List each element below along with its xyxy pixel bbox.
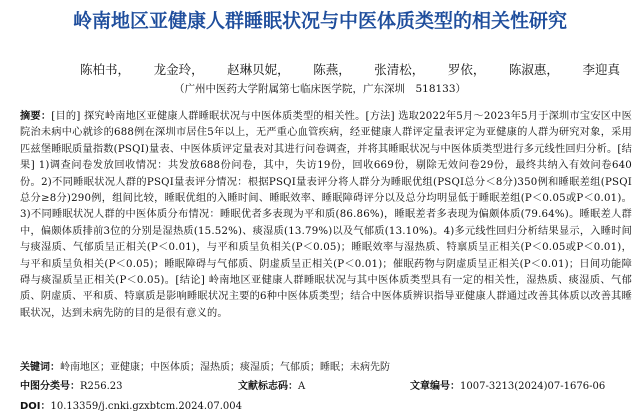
author: 李迎真 xyxy=(582,62,620,77)
doi-label: DOI： xyxy=(20,401,51,412)
article-number xyxy=(410,377,605,392)
author: 赵琳贝妮， xyxy=(227,62,290,77)
clc xyxy=(20,377,123,392)
abstract-label: 摘要： xyxy=(20,111,52,122)
author: 陈柏书， xyxy=(80,62,131,77)
author: 陈淑惠， xyxy=(508,62,559,77)
doc-code xyxy=(238,377,305,392)
author: 张清松， xyxy=(374,62,425,77)
author-list xyxy=(80,60,620,78)
affiliation: （广州中医药大学附属第七临床医学院，广东深圳 518133） xyxy=(173,83,467,95)
abstract-text: [目的] 探究岭南地区亚健康人群睡眠状况与中医体质类型的相关性。[方法] 选取2022年5月～2023年5月于深圳市宝安区中医院治未病中心就诊的688例在深圳市居住5年以上，无严重心血管疾病，经亚健康人群评定量表评定为亚健康的人群为研究对象，采用匹兹堡睡眠质量指数(PSQI)量表、中医体质评定量表对其进行问卷调查，并将其睡眠状况与中医体质类型进行多元线性回归分析。[结果] 1)调查问卷发放回收情况：共发放688份问卷，其中，失访19份，回收669份，剔除无效问卷29份，最终共纳入有效问卷640份。2)不同睡眠状况人群的PSQI量表评分情况：根据PSQI量表评分将人群分为睡眠优组(PSQI总分＜8分)350例和睡眠差组(PSQI总分≥8分)290例，组间比较，睡眠优组的入睡时间、睡眠效率、睡眠障碍评分以及总分均明显低于睡眠差组(P＜0.05或P＜0.01)。3)不同睡眠状况人群的中医体质分布情况：睡眠优者多表现为平和质(86.86%)，睡眠差者多表现为偏颇体质(79.64%)。睡眠差人群中，偏颇体质排前3位的分别是湿热质(15.52%)、痰湿质(13.79%)以及气郁质(13.10%)。4)多元线性回归分析结果显示，入睡时间与痰湿质、气郁质呈正相关(P＜0.01)，与平和质呈负相关(P＜0.05)；睡眠效率与湿热质、特禀质呈正相关(P＜0.05或P＜0.01)，与平和质呈负相关(P＜0.05)；睡眠障碍与气郁质、阴虚质呈正相关(P＜0.01)；催眠药物与阴虚质呈正相关(P＜0.01)；日间功能障碍与痰湿质呈正相关(P＜0.05)。[结论] 岭南地区亚健康人群睡眠状况与其中医体质类型具有一定的相关性，湿热质、痰湿质、气郁质、阴虚质、平和质、特禀质是影响睡眠状况主要的6种中医体质类型；结合中医体质辨识指导亚健康人群通过改善其体质以改善其睡眠状况，达到未病先防的目的是很有意义的。 xyxy=(20,111,632,319)
doc-code-label: 文献标志码： xyxy=(238,381,298,392)
keywords xyxy=(20,358,632,373)
author: 陈燕， xyxy=(313,62,351,77)
doi xyxy=(20,397,242,412)
doc-code-value: A xyxy=(298,381,306,392)
keywords-text: 岭南地区；亚健康；中医体质；湿热质；痰湿质；气郁质；睡眠；未病先防 xyxy=(60,362,390,373)
abstract xyxy=(20,109,632,322)
doi-value: 10.13359/j.cnki.gzxbtcm.2024.07.004 xyxy=(50,401,242,412)
author: 龙金玲， xyxy=(153,62,204,77)
clc-value: R256.23 xyxy=(80,381,123,392)
clc-label: 中图分类号： xyxy=(20,381,80,392)
author: 罗依， xyxy=(447,62,486,77)
article-number-label: 文章编号： xyxy=(410,381,460,392)
article-number-value: 1007-3213(2024)07-1676-06 xyxy=(460,381,606,392)
keywords-label: 关键词： xyxy=(20,362,60,373)
paper-title: 岭南地区亚健康人群睡眠状况与中医体质类型的相关性研究 xyxy=(72,10,567,32)
